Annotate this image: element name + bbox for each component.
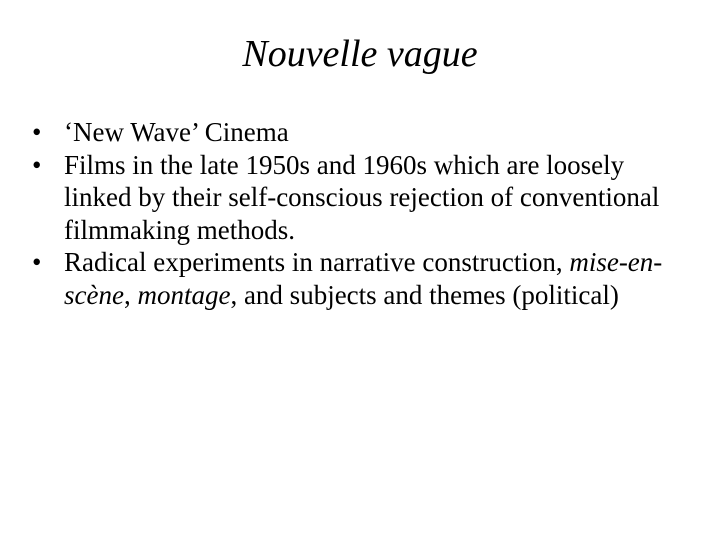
bullet-text-part: , and subjects and themes (political) <box>230 279 619 310</box>
bullet-item-radical-experiments <box>30 246 690 311</box>
bullet-item-new-wave <box>30 116 690 149</box>
italic-term-mise-en-scene: mise-en-scène <box>64 247 663 310</box>
bullet-text: ‘New Wave’ Cinema <box>64 117 289 147</box>
bullet-list <box>30 116 690 311</box>
bullet-marker: • <box>32 149 42 180</box>
bullet-text-part: Radical experiments in narrative construction, <box>64 247 570 277</box>
bullet-text-part: , <box>123 279 138 310</box>
italic-term-montage: montage <box>137 279 231 310</box>
bullet-item-films <box>30 149 690 247</box>
slide-title: Nouvelle vague <box>242 33 478 75</box>
bullet-marker: • <box>32 117 42 147</box>
bullet-text: Films in the late 1950s and 1960s which are loosely linked by their self-conscious rejection of conventional filmmaking methods. <box>64 149 660 245</box>
bullet-marker: • <box>32 247 42 277</box>
